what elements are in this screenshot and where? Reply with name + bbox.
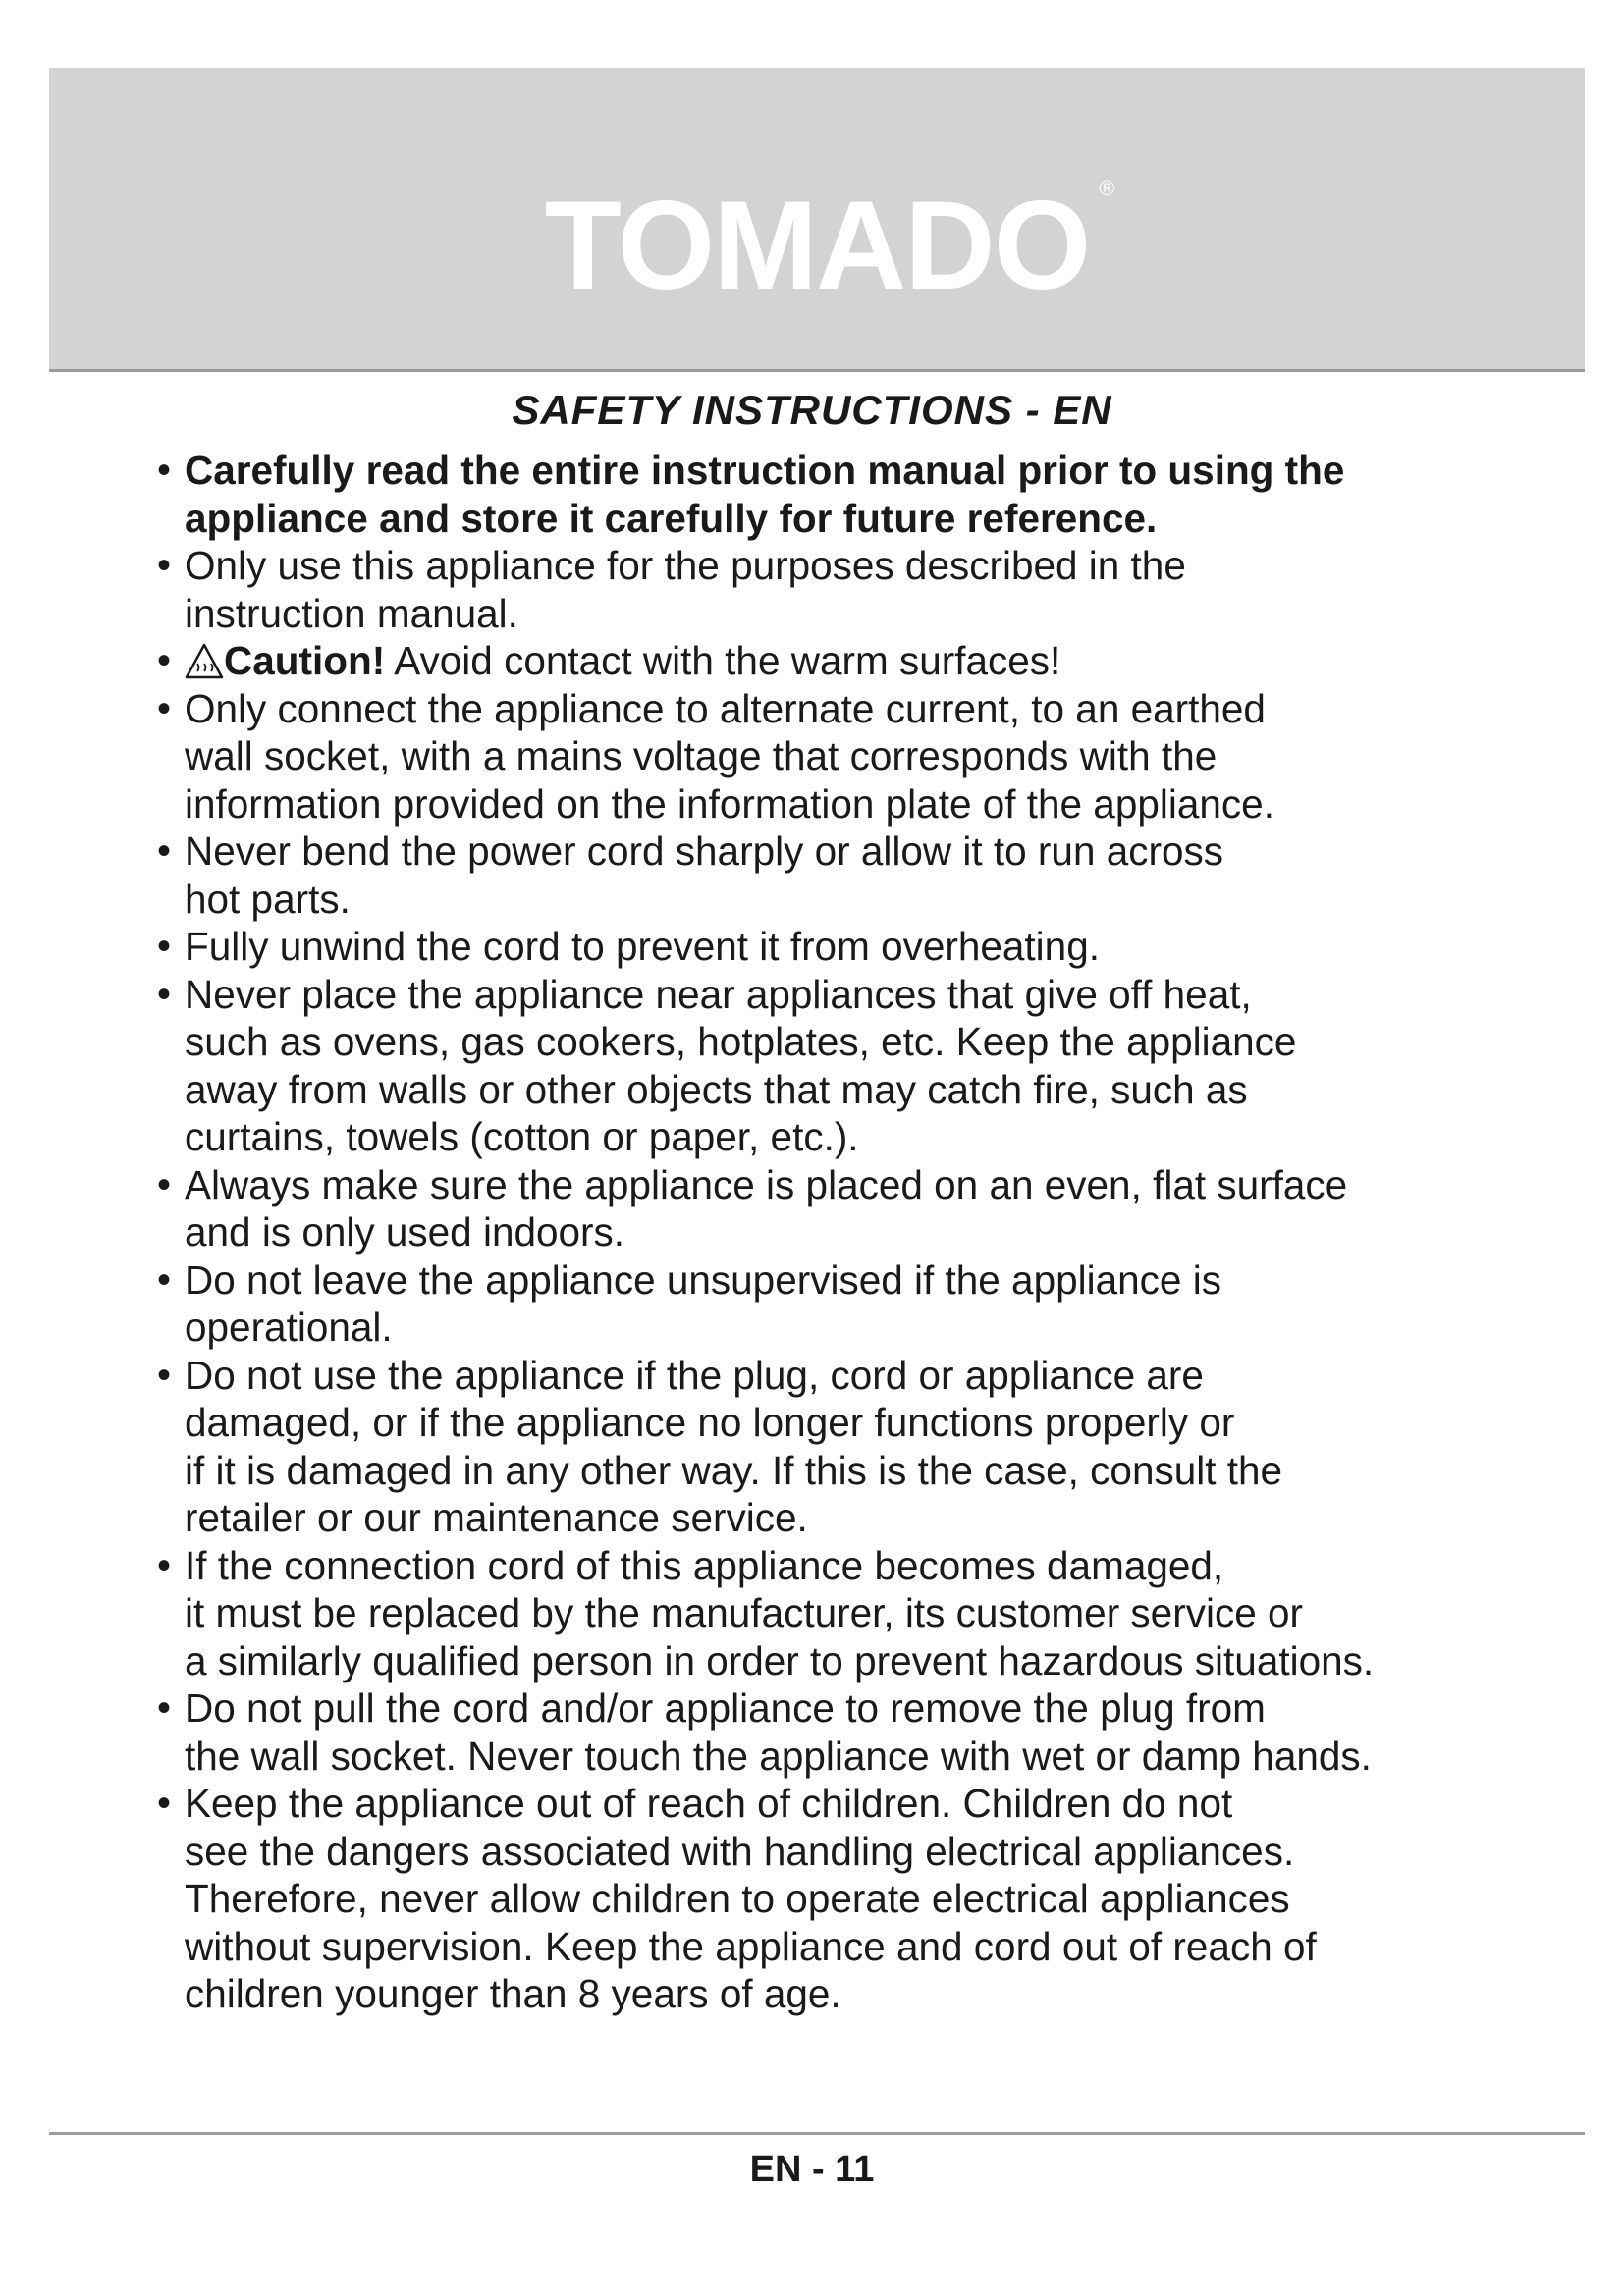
instruction-line: damaged, or if the appliance no longer functions properly or	[185, 1400, 1235, 1445]
instruction-text	[185, 828, 1512, 923]
footer-divider	[49, 2132, 1585, 2135]
section-title: SAFETY INSTRUCTIONS - EN	[512, 387, 1112, 433]
instruction-line: the wall socket. Never touch the appliance with wet or damp hands.	[185, 1733, 1372, 1779]
instruction-line: Therefore, never allow children to operate electrical appliances	[185, 1876, 1290, 1921]
instruction-line: Carefully read the entire instruction manual prior to using the	[185, 448, 1345, 493]
instruction-text	[185, 1352, 1512, 1542]
instruction-item	[157, 637, 1512, 685]
instruction-item	[157, 542, 1512, 637]
instruction-lead: Caution!	[224, 638, 386, 683]
bullet-icon: •	[157, 544, 172, 587]
instruction-text	[185, 685, 1512, 828]
bullet-icon: •	[157, 925, 172, 968]
bullet-icon: •	[157, 1257, 172, 1302]
warning-triangle-icon	[185, 643, 224, 680]
instruction-line: a similarly qualified person in order to prevent hazardous situations.	[185, 1637, 1375, 1683]
instruction-line: curtains, towels (cotton or paper, etc.).	[185, 1114, 859, 1159]
bullet-icon: •	[157, 1686, 172, 1730]
instruction-line: instruction manual.	[185, 590, 518, 636]
instruction-line: children younger than 8 years of age.	[185, 1971, 841, 2016]
bullet-icon: •	[157, 449, 172, 492]
instruction-text	[185, 1780, 1512, 2018]
instruction-line: and is only used indoors.	[185, 1209, 625, 1255]
instruction-line: Always make sure the appliance is placed on an even, flat surface	[185, 1161, 1348, 1207]
instruction-text	[185, 1684, 1512, 1780]
instruction-line: Only use this appliance for the purposes described in the	[185, 543, 1186, 588]
instruction-list	[157, 447, 1512, 2018]
instruction-item	[157, 1542, 1512, 1685]
instruction-line: such as ovens, gas cookers, hotplates, etc. Keep the appliance	[185, 1019, 1297, 1064]
brand-logo	[49, 176, 1585, 316]
instruction-item	[157, 1780, 1512, 2018]
instruction-item	[157, 828, 1512, 923]
bullet-icon: •	[157, 1162, 172, 1206]
bullet-icon: •	[157, 1543, 172, 1587]
instruction-text	[185, 971, 1512, 1161]
instruction-text	[185, 637, 1512, 685]
instruction-line: Keep the appliance out of reach of children. Children do not	[185, 1781, 1233, 1826]
instruction-item	[157, 1256, 1512, 1352]
registered-mark: ®	[1099, 176, 1115, 200]
instruction-line: information provided on the information plate of the appliance.	[185, 780, 1274, 827]
instruction-text	[185, 1542, 1512, 1685]
instruction-line: Never place the appliance near appliances that give off heat,	[185, 971, 1252, 1017]
instruction-item	[157, 923, 1512, 971]
instruction-line: wall socket, with a mains voltage that corresponds with the	[185, 733, 1218, 778]
bullet-icon: •	[157, 1353, 172, 1397]
instruction-item	[157, 685, 1512, 828]
instruction-line: without supervision. Keep the appliance and cord out of reach of	[185, 1923, 1317, 1969]
instruction-item	[157, 1161, 1512, 1256]
instruction-line: hot parts.	[185, 876, 351, 922]
instruction-line: operational.	[185, 1305, 393, 1350]
brand-name: TOMADO	[544, 176, 1090, 316]
instruction-text	[185, 923, 1512, 971]
instruction-text	[185, 1256, 1512, 1352]
bullet-icon: •	[157, 972, 172, 1016]
instruction-line: Avoid contact with the warm surfaces!	[385, 638, 1061, 683]
instruction-line: see the dangers associated with handling electrical appliances.	[185, 1828, 1295, 1874]
instruction-item	[157, 971, 1512, 1161]
instruction-line: Only connect the appliance to alternate current, to an earthed	[185, 685, 1266, 731]
instruction-line: Fully unwind the cord to prevent it from overheating.	[185, 924, 1100, 969]
instruction-line: Never bend the power cord sharply or allow it to run across	[185, 828, 1224, 874]
instruction-line: Do not leave the appliance unsupervised if the appliance is	[185, 1256, 1221, 1303]
instruction-item	[157, 1684, 1512, 1780]
instruction-line: appliance and store it carefully for future reference.	[185, 495, 1158, 541]
instruction-item	[157, 1352, 1512, 1542]
instruction-line: if it is damaged in any other way. If this is the case, consult the	[185, 1447, 1283, 1493]
bullet-icon: •	[157, 1782, 172, 1825]
header-band	[49, 68, 1585, 372]
bullet-icon: •	[157, 829, 172, 873]
instruction-text	[185, 447, 1512, 542]
instruction-line: Do not use the appliance if the plug, cord or appliance are	[185, 1352, 1204, 1398]
instruction-text	[185, 1161, 1512, 1256]
instruction-line: retailer or our maintenance service.	[185, 1495, 808, 1540]
instruction-item	[157, 447, 1512, 542]
instruction-line: it must be replaced by the manufacturer, its customer service or	[185, 1590, 1303, 1635]
bullet-icon: •	[157, 686, 172, 730]
instruction-line: away from walls or other objects that may catch fire, such as	[185, 1066, 1248, 1112]
bullet-icon: •	[157, 639, 172, 682]
instruction-line: Do not pull the cord and/or appliance to remove the plug from	[185, 1685, 1266, 1731]
page-number: EN - 11	[749, 2149, 875, 2190]
instruction-text	[185, 542, 1512, 637]
instruction-line: If the connection cord of this appliance becomes damaged,	[185, 1542, 1224, 1588]
